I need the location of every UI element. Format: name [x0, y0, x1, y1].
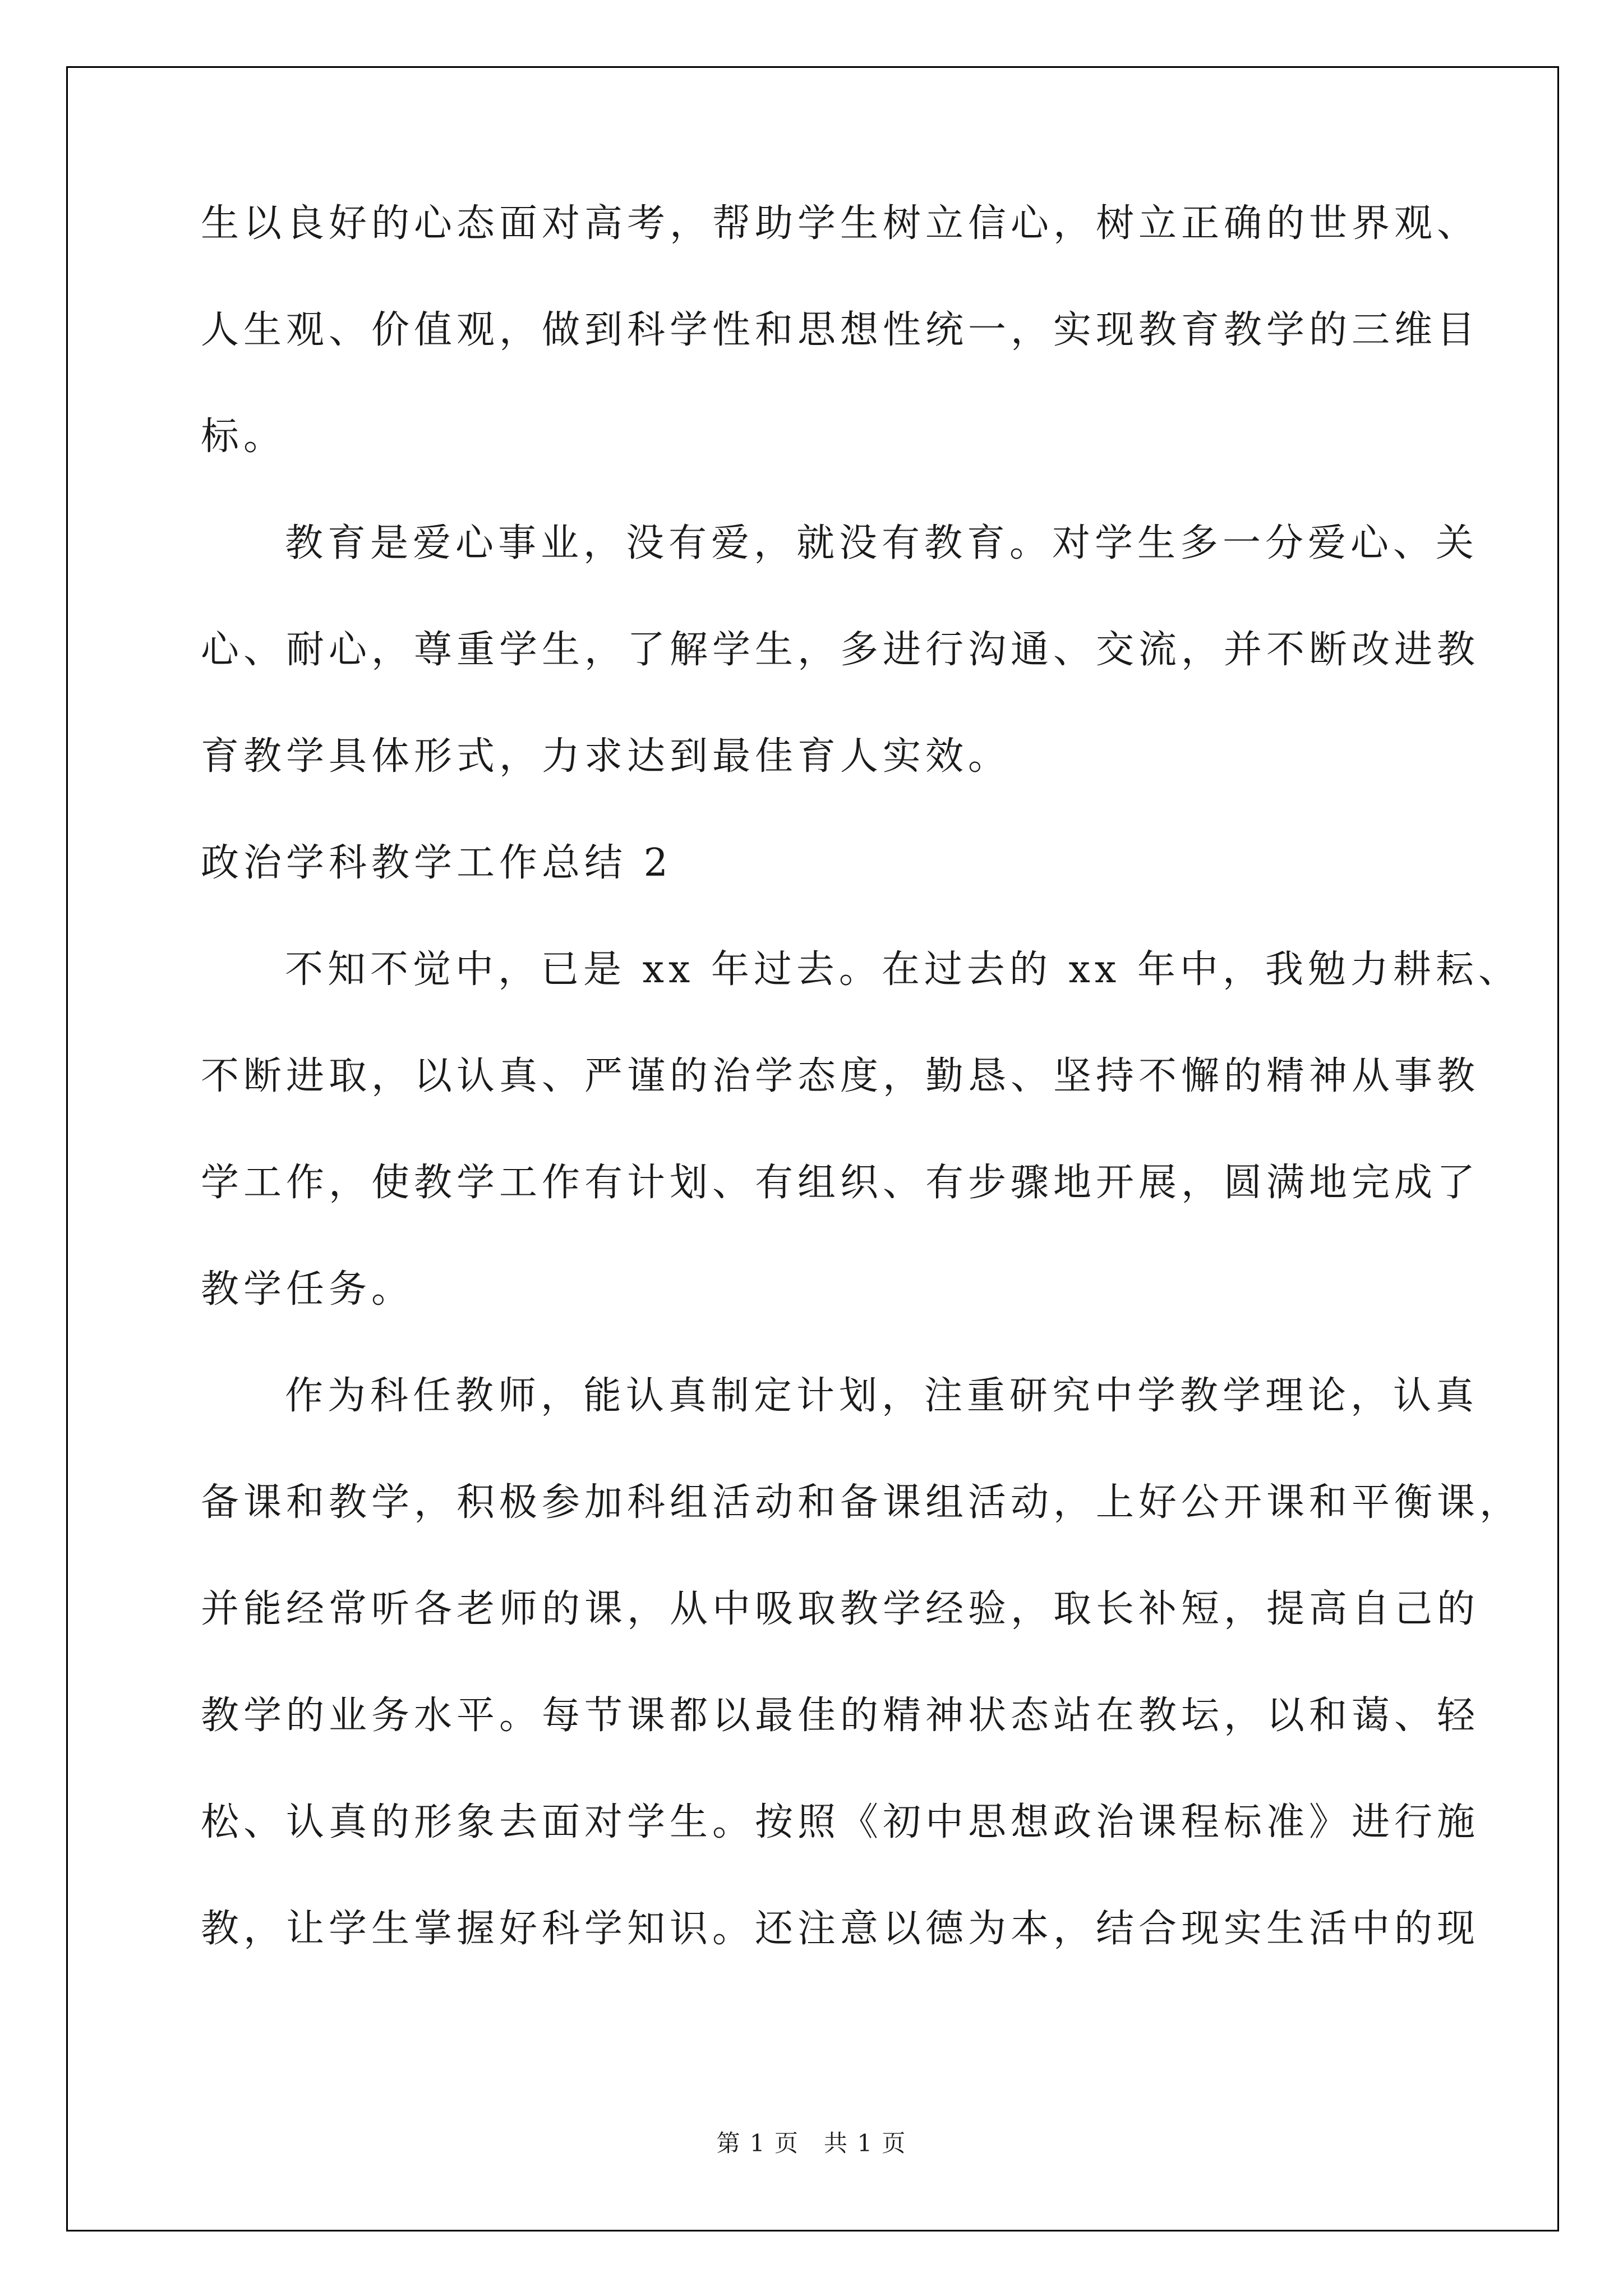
text-line: 教学的业务水平。每节课都以最佳的精神状态站在教坛，以和蔼、轻 [201, 1694, 1480, 1738]
text-line: 不断进取，以认真、严谨的治学态度，勤恳、坚持不懈的精神从事教 [201, 1054, 1480, 1098]
page-number-footer: 第 1 页 共 1 页 [716, 2129, 907, 2157]
text-line: 生以良好的心态面对高考，帮助学生树立信心，树立正确的世界观、 [201, 201, 1480, 246]
text-line: 松、认真的形象去面对学生。按照《初中思想政治课程标准》进行施 [201, 1800, 1480, 1844]
paragraph-first-line: 不知不觉中，已是 xx 年过去。在过去的 xx 年中，我勉力耕耘、 [285, 947, 1521, 992]
text-line: 心、耐心，尊重学生，了解学生，多进行沟通、交流，并不断改进教 [201, 628, 1480, 672]
text-line: 并能经常听各老师的课，从中吸取教学经验，取长补短，提高自己的 [201, 1587, 1480, 1631]
section-heading: 政治学科教学工作总结 2 [201, 841, 672, 885]
text-line: 标。 [201, 415, 287, 459]
text-line: 备课和教学，积极参加科组活动和备课组活动，上好公开课和平衡课， [201, 1480, 1523, 1525]
text-line: 学工作，使教学工作有计划、有组织、有步骤地开展，圆满地完成了 [201, 1161, 1480, 1205]
text-line: 育教学具体形式，力求达到最佳育人实效。 [201, 734, 1011, 779]
text-line: 教，让学生掌握好科学知识。还注意以德为本，结合现实生活中的现 [201, 1907, 1480, 1951]
text-line: 教学任务。 [201, 1267, 414, 1312]
text-line: 人生观、价值观，做到科学性和思想性统一，实现教育教学的三维目 [201, 308, 1480, 352]
paragraph-first-line: 教育是爱心事业，没有爱，就没有教育。对学生多一分爱心、关 [285, 521, 1479, 565]
paragraph-first-line: 作为科任教师，能认真制定计划，注重研究中学教学理论，认真 [285, 1374, 1479, 1418]
